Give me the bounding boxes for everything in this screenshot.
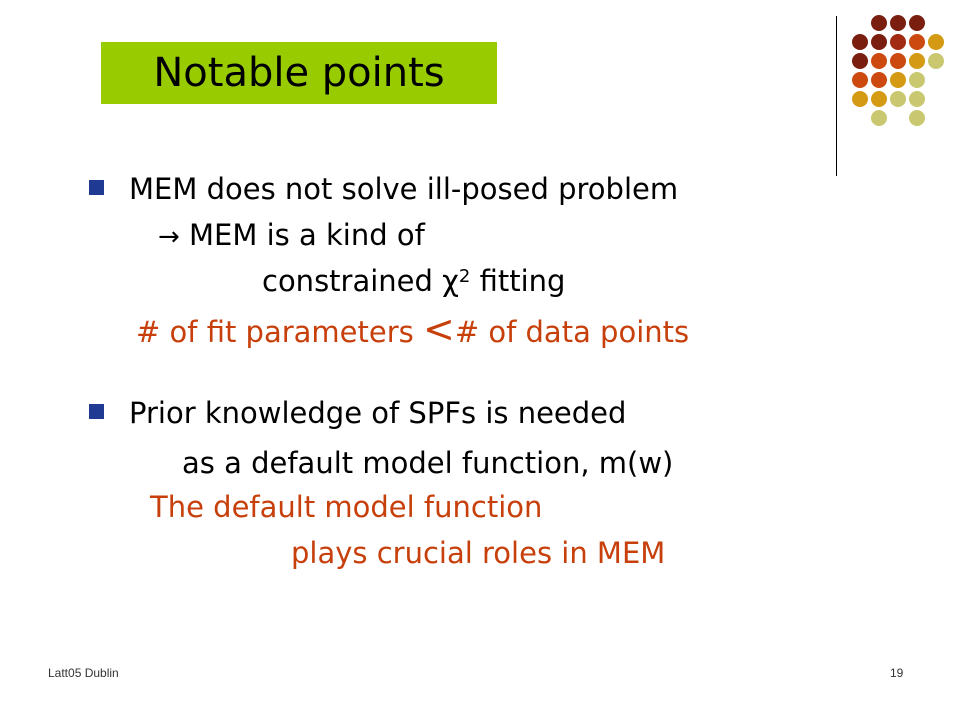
decorative-dot xyxy=(890,53,906,69)
decorative-dot xyxy=(909,34,925,50)
note-post: # of data points xyxy=(454,315,690,349)
decorative-dot xyxy=(871,91,887,107)
decorative-dot xyxy=(909,72,925,88)
decorative-dot xyxy=(852,72,868,88)
note-pre: # of fit parameters xyxy=(136,315,423,349)
bullet-icon xyxy=(89,180,104,195)
bullet-icon xyxy=(89,404,104,419)
bullet-2-text: Prior knowledge of SPFs is needed xyxy=(129,396,627,430)
chi-exponent: 2 xyxy=(458,266,471,287)
decorative-dot xyxy=(871,34,887,50)
decorative-dot xyxy=(909,53,925,69)
bullet-1-sub1-text: MEM is a kind of xyxy=(189,218,425,252)
decorative-dot xyxy=(890,72,906,88)
sub2-pre: constrained xyxy=(262,264,443,298)
bullet-2-note1: The default model function xyxy=(150,490,543,524)
bullet-2-note2: plays crucial roles in MEM xyxy=(291,536,666,570)
sub2-post: fitting xyxy=(470,264,566,298)
less-than-symbol: < xyxy=(422,307,455,351)
bullet-1-sub1 xyxy=(158,218,425,254)
arrow-icon: → xyxy=(158,222,180,252)
decorative-dot xyxy=(871,15,887,31)
bullet-1-text: MEM does not solve ill-posed problem xyxy=(129,172,679,206)
decorative-dot xyxy=(871,72,887,88)
divider-line xyxy=(836,16,837,176)
bullet-2-sub1: as a default model function, m(w) xyxy=(182,446,674,480)
bullet-1-note xyxy=(136,307,690,351)
slide-title: Notable points xyxy=(153,50,445,96)
decorative-dot xyxy=(928,53,944,69)
decorative-dot xyxy=(909,91,925,107)
decorative-dot xyxy=(852,53,868,69)
decorative-dot xyxy=(909,110,925,126)
decorative-dot xyxy=(909,15,925,31)
footer-left: Latt05 Dublin xyxy=(48,666,119,680)
decorative-dot xyxy=(852,91,868,107)
title-box xyxy=(101,42,497,104)
page-number: 19 xyxy=(890,666,904,680)
chi-symbol: χ xyxy=(442,264,459,298)
decorative-dot xyxy=(871,110,887,126)
decorative-dot xyxy=(852,34,868,50)
decorative-dot xyxy=(890,15,906,31)
decorative-dot xyxy=(871,53,887,69)
decorative-dot xyxy=(890,34,906,50)
decorative-dot xyxy=(890,91,906,107)
bullet-1-sub2 xyxy=(262,264,565,298)
decorative-dot xyxy=(928,34,944,50)
